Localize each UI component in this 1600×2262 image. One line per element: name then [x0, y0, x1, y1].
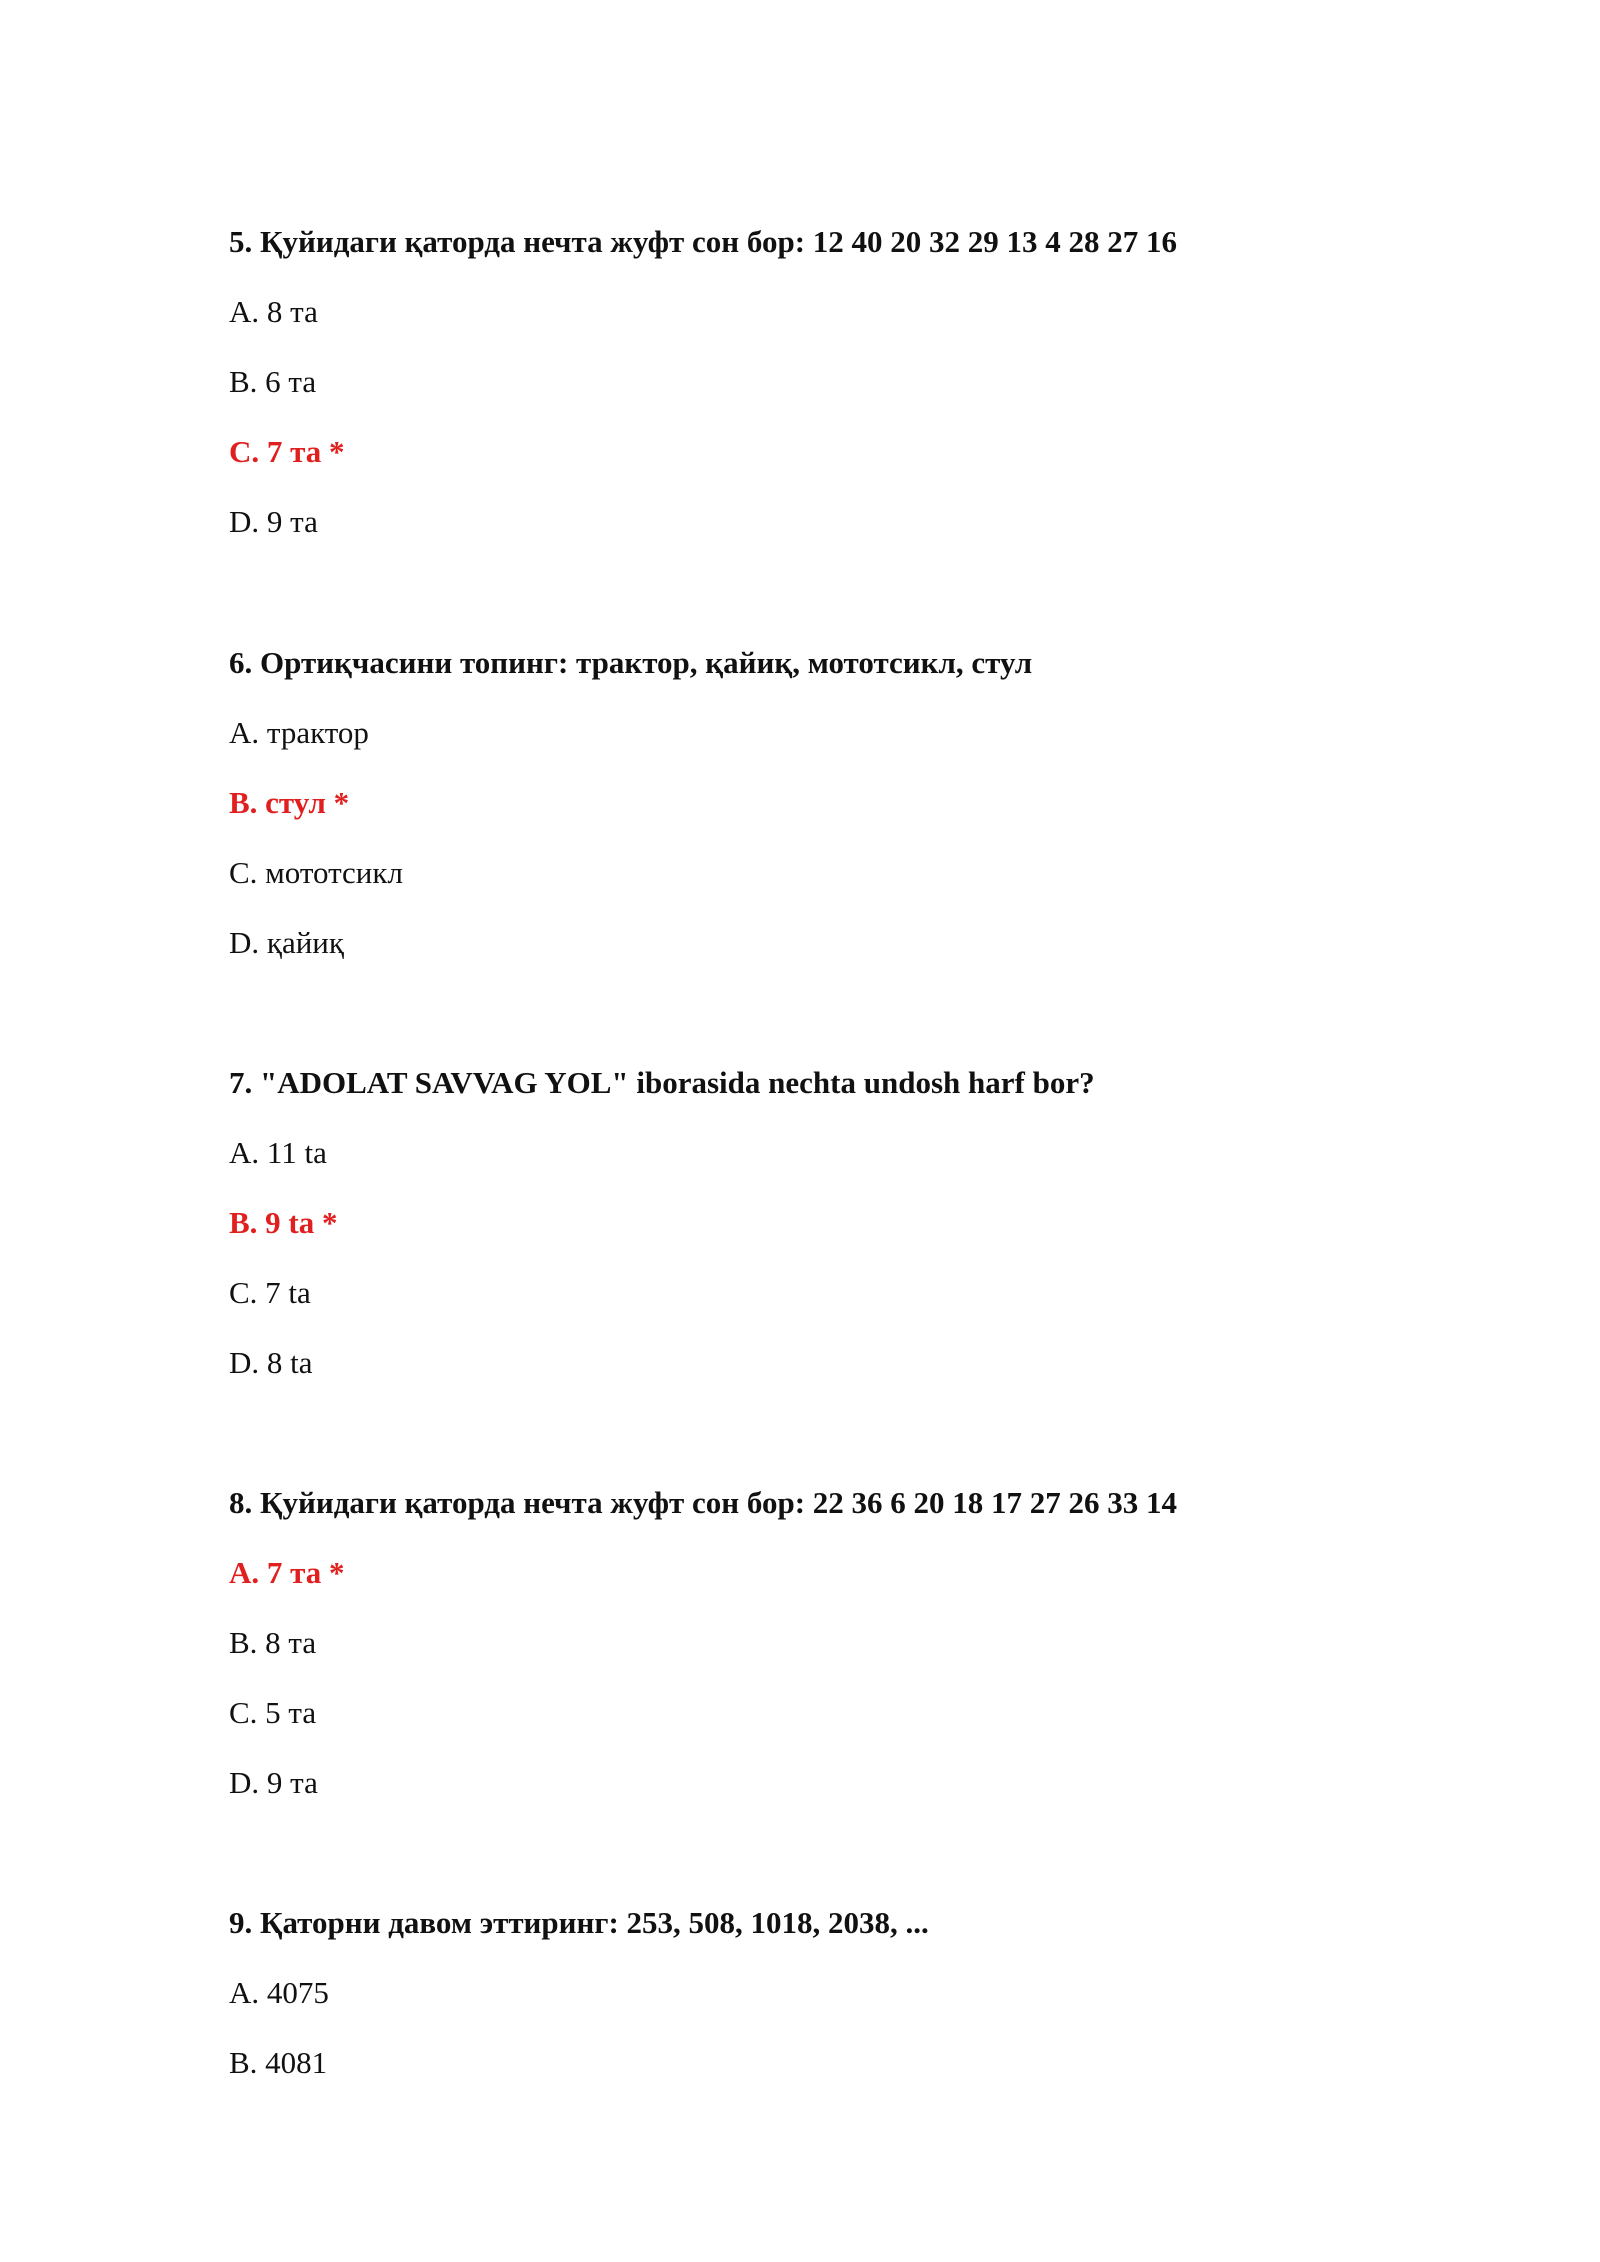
option-b-correct: B. стул * — [229, 785, 350, 820]
option-b: B. 6 та — [229, 364, 317, 399]
option-d: D. 9 та — [229, 504, 318, 539]
question-8 — [229, 1485, 1529, 1801]
option-b: B. 4081 — [229, 2045, 328, 2080]
option-b: B. 8 та — [229, 1625, 317, 1660]
question-7 — [229, 1065, 1529, 1381]
question-text: 9. Қаторни давом эттиринг: 253, 508, 1018, 2038, ... — [229, 1905, 929, 1940]
option-d: D. 9 та — [229, 1765, 318, 1800]
option-a: A. 8 та — [229, 294, 318, 329]
option-d: D. 8 ta — [229, 1345, 313, 1380]
option-a-correct: A. 7 та * — [229, 1555, 345, 1590]
question-9 — [229, 1905, 1529, 2081]
option-a: A. 4075 — [229, 1975, 329, 2010]
question-text: 7. "ADOLAT SAVVAG YOL" iborasida nechta undosh harf bor? — [229, 1065, 1095, 1100]
option-a: A. 11 ta — [229, 1135, 327, 1170]
option-c: C. мототсикл — [229, 855, 403, 890]
question-6 — [229, 645, 1529, 961]
question-5 — [229, 224, 1529, 540]
question-text: 8. Қуйидаги қаторда нечта жуфт сон бор: 22 36 6 20 18 17 27 26 33 14 — [229, 1485, 1178, 1520]
question-text: 6. Ортиқчасини топинг: трактор, қайиқ, мототсикл, стул — [229, 645, 1033, 680]
option-c: C. 7 ta — [229, 1275, 311, 1310]
option-d: D. қайиқ — [229, 925, 344, 960]
option-b-correct: B. 9 ta * — [229, 1205, 338, 1240]
option-a: A. трактор — [229, 715, 369, 750]
question-text: 5. Қуйидаги қаторда нечта жуфт сон бор: 12 40 20 32 29 13 4 28 27 16 — [229, 224, 1178, 259]
option-c-correct: C. 7 та * — [229, 434, 345, 469]
option-c: C. 5 та — [229, 1695, 317, 1730]
